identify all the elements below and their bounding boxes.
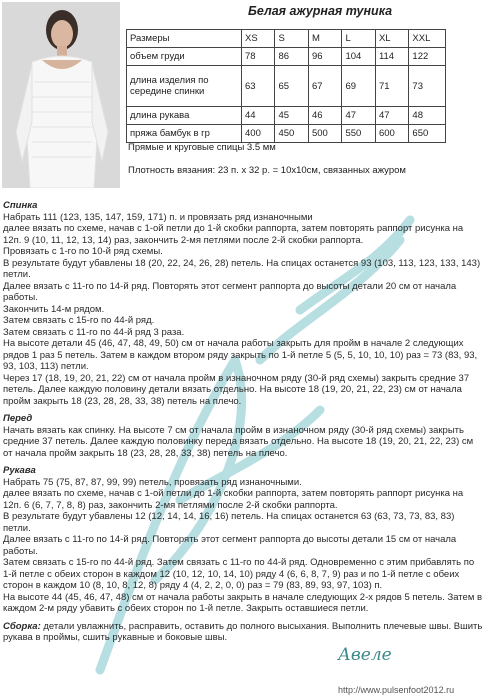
size-table xyxy=(126,29,446,143)
table-row xyxy=(127,107,446,125)
section-heading: Перед xyxy=(3,413,33,424)
section-heading: Спинка xyxy=(3,200,38,211)
paragraph: На высоте 44 (45, 46, 47, 48) см от начала работы закрыть в начале следующих 2-х рядов 5 петель. Затем в каждом 2-м ряду убавить с обеих сторон по 1-й петле. Закрыть оставшиеся петли. xyxy=(3,591,483,614)
table-cell: 600 xyxy=(375,125,408,143)
table-cell: 67 xyxy=(308,66,341,107)
table-cell: Размеры xyxy=(127,30,242,48)
table-cell: 114 xyxy=(375,48,408,66)
table-cell: 65 xyxy=(275,66,308,107)
table-cell: 73 xyxy=(409,66,446,107)
paragraph: Далее вязать с 11-го по 14-й ряд. Повторять этот сегмент раппорта до высоты детали 15 см от начала работы. xyxy=(3,534,457,557)
paragraph: далее вязать по схеме, начав с 1-ой петли до 1-й скобки раппорта, затем повторять раппорт рисунка на 12п. 6 (6, 7, 7, 8, 8) раз, закончить 2-мя петлями после 2-й скобки раппорта. xyxy=(3,488,464,511)
paragraph: Провязать с 1-го по 10-й ряд схемы. xyxy=(3,246,163,257)
table-header-row xyxy=(127,30,446,48)
table-cell: 104 xyxy=(342,48,375,66)
table-cell: объем груди xyxy=(127,48,242,66)
table-cell: 650 xyxy=(409,125,446,143)
table-cell: 47 xyxy=(375,107,408,125)
page-title: Белая ажурная туника xyxy=(248,4,393,18)
table-cell: 45 xyxy=(275,107,308,125)
section-heading: Сборка: xyxy=(3,620,41,632)
table-cell: 44 xyxy=(242,107,275,125)
table-cell: S xyxy=(275,30,308,48)
table-cell: 400 xyxy=(242,125,275,143)
table-cell: L xyxy=(342,30,375,48)
signature: Авеле xyxy=(338,645,392,665)
paragraph: В результате будут убавлены 18 (20, 22, 24, 26, 28) петель. На спицах останется 93 (103, 113, 123, 133, 143) петли. xyxy=(3,257,481,280)
table-cell: 450 xyxy=(275,125,308,143)
paragraph: В результате будут убавлены 12 (12, 14, 14, 16, 16) петель. На спицах останется 63 (63, 73, 73, 83, 83) петли. xyxy=(3,511,455,534)
paragraph: Затем связать с 11-го по 44-й ряд 3 раза. xyxy=(3,326,185,338)
gauge-text: Плотность вязания: 23 п. х 32 р. = 10х10см, связанных ажуром xyxy=(128,165,406,176)
table-cell: 550 xyxy=(342,125,375,143)
pattern-instructions xyxy=(3,196,483,644)
table-row xyxy=(127,48,446,66)
table-cell: 78 xyxy=(242,48,275,66)
table-cell: 69 xyxy=(342,66,375,107)
paragraph: Затем связать с 15-го по 44-й ряд. Затем связать с 11-го по 44-й ряд. Одновременно с этим прибавлять по 1-й петле с обеих сторон в каждом 12 (10, 12, 10, 14, 10) ряду 4 (6, 6, 8, 7, 9) раз и по 1-й петле с обеих сторон в каждом 10 (8, 10, 8, 12, 8) ряду 4 (4, 2, 2, 0, 0) раз = 79 (83, 89, 93, 97, 103) п. xyxy=(3,557,475,591)
paragraph: детали увлажнить, расправить, оставить до полного высыхания. Выполнить плечевые швы. Вшить рукава в проймы, сшить рукавные и боковые швы. xyxy=(3,620,483,643)
table-cell: XS xyxy=(242,30,275,48)
assembly-paragraph xyxy=(3,621,483,644)
paragraph: Набрать 75 (75, 87, 87, 99, 99) петель, провязать ряд изнаночными. xyxy=(3,476,302,488)
table-cell: 63 xyxy=(242,66,275,107)
needles-text: Прямые и круговые спицы 3.5 мм xyxy=(128,142,276,153)
paragraph: Начать вязать как спинку. На высоте 7 см от начала пройм в изнаночном ряду (30-й ряд схемы) закрыть средние 37 петель. Далее каждую половинку переда вязать отдельно. На высоте 18 (19, 20, 21, 22, 23) см от начала пройм закрыть 18 (23, 28, 28, 33, 38) петель на плечо. xyxy=(3,424,474,459)
paragraph: Далее вязать с 11-го по 14-й ряд. Повторять этот сегмент раппорта до высоты детали 20 см от начала работы. xyxy=(3,280,457,303)
paragraph: далее вязать по схеме, начав с 1-ой петли до 1-й скобки раппорта, затем повторять раппорт рисунка на 12п. 9 (10, 11, 12, 13, 14) раз, закончить 2-мя петлями после 2-й скобки раппорта. xyxy=(3,223,464,246)
paragraph: Набрать 111 (123, 135, 147, 159, 171) п. и провязать ряд изнаночными xyxy=(3,211,313,223)
table-cell: XL xyxy=(375,30,408,48)
table-cell: длина изделия по середине спинки xyxy=(127,66,242,107)
table-cell: 86 xyxy=(275,48,308,66)
paragraph: Через 17 (18, 19, 20, 21, 22) см от начала пройм в изнаночном ряду (30-й ряд схемы) закрыть средние 37 петель. Далее каждую половину детали вязать отдельно. На высоте 18 (19, 20, 21, 22, 23) см от начала пройм закрыть 18 (23, 28, 28, 33, 38) петель на плечо. xyxy=(3,372,470,407)
table-row xyxy=(127,66,446,107)
table-cell: пряжа бамбук в гр xyxy=(127,125,242,143)
paragraph: На высоте детали 45 (46, 47, 48, 49, 50) см от начала работы закрыть для пройм в начале 2 следующих рядов 1 раз 5 петель. Затем в каждом втором ряду закрыть по 1-й петле 5 (5, 5, 10, 10, 10) раз = 73 (83, 93, 93, 103, 113) петли. xyxy=(3,338,478,372)
table-cell: 71 xyxy=(375,66,408,107)
section-heading: Рукава xyxy=(3,465,36,476)
table-cell: 500 xyxy=(308,125,341,143)
paragraph: Затем связать с 15-го по 44-й ряд. xyxy=(3,315,155,326)
table-cell: 122 xyxy=(409,48,446,66)
model-photo xyxy=(2,2,120,188)
table-cell: длина рукава xyxy=(127,107,242,125)
table-cell: XXL xyxy=(409,30,446,48)
table-cell: 47 xyxy=(342,107,375,125)
table-cell: 96 xyxy=(308,48,341,66)
paragraph: Закончить 14-м рядом. xyxy=(3,303,105,315)
table-cell: M xyxy=(308,30,341,48)
site-watermark: http://www.pulsenfoot2012.ru xyxy=(338,685,455,695)
table-row xyxy=(127,125,446,143)
table-cell: 48 xyxy=(409,107,446,125)
table-cell: 46 xyxy=(308,107,341,125)
